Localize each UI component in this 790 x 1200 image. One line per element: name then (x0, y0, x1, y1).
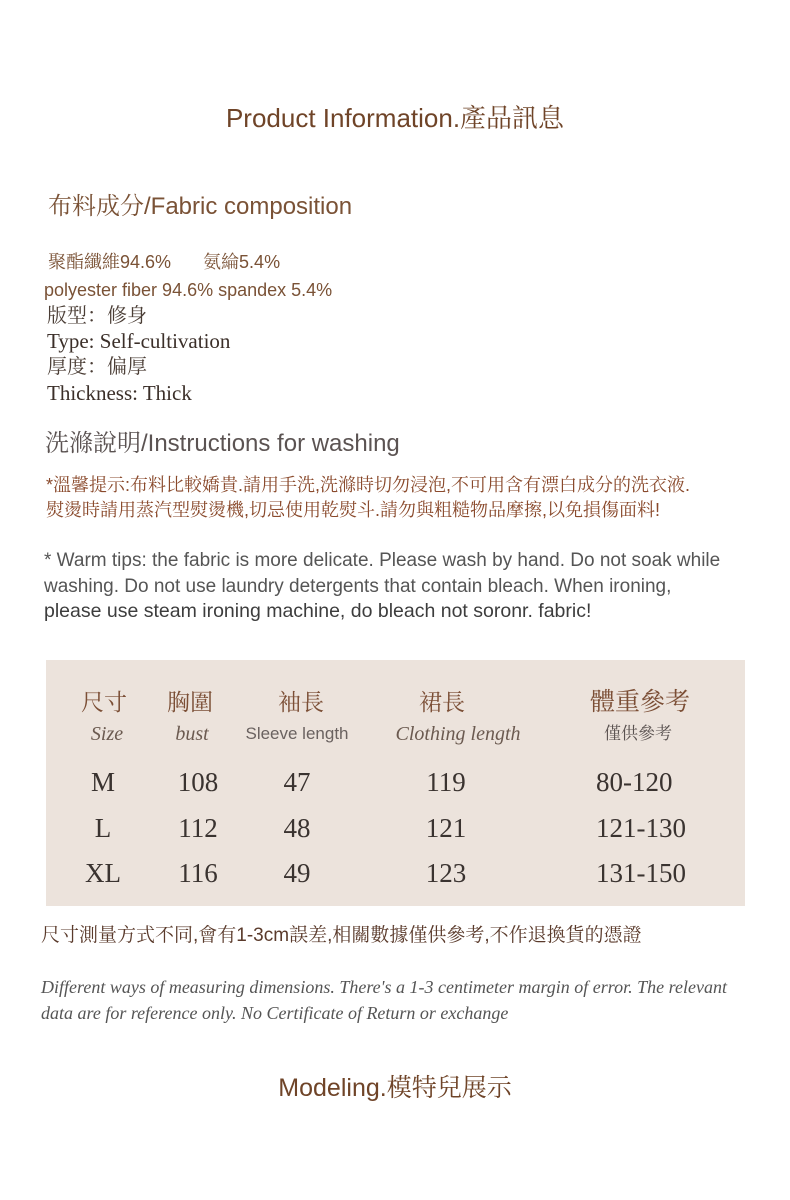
table-cell-sleeve: 48 (283, 813, 311, 843)
warm-tip-line: * Warm tips: the fabric is more delicate. Please wash by hand. Do not soak while (44, 550, 721, 571)
header-cell-bust: 胸圍 (167, 689, 213, 715)
table-cell-weight: 80-120 (596, 767, 673, 797)
thickness-cn: 厚度：偏厚 (47, 356, 147, 378)
composition-en: polyester fiber 94.6% spandex 5.4% (44, 280, 333, 300)
warm-tip-line: 熨燙時請用蒸汽型熨燙機,切忌使用乾熨斗.請勿與粗糙物品摩擦,以免損傷面料! (46, 500, 661, 520)
size-note-en (41, 974, 727, 1026)
header-cell-length-en: Clothing length (395, 723, 521, 745)
table-cell-bust: 108 (177, 767, 219, 797)
header-cell-bust-en: bust (175, 723, 209, 745)
warm-tips-cn (46, 473, 690, 523)
table-cell-bust: 112 (178, 813, 218, 843)
header-cell-length: 裙長 (419, 689, 465, 715)
table-header-row-cn (46, 684, 745, 720)
table-cell-length: 123 (425, 858, 467, 888)
warm-tip-line: *溫馨提示:布料比較嬌貴.請用手洗,洗滌時切勿浸泡,不可用含有漂白成分的洗衣液. (46, 475, 691, 495)
warm-tip-line: please use steam ironing machine, do bleach not soronr. fabric! (44, 600, 592, 622)
table-cell-size: L (94, 813, 112, 843)
table-cell-sleeve: 47 (283, 767, 311, 797)
table-cell-bust: 116 (178, 858, 218, 888)
fit-type-en: Type: Self-cultivation (47, 329, 231, 353)
header-cell-size: 尺寸 (81, 689, 127, 715)
page-title: Product Information.產品訊息 (225, 103, 565, 133)
table-row (46, 764, 745, 800)
size-table (46, 660, 745, 906)
warm-tips-en (44, 548, 720, 625)
fabric-composition-heading: 布料成分/Fabric composition (48, 193, 353, 220)
header-cell-weight: 體重參考 (589, 688, 691, 716)
table-cell-size: M (90, 767, 116, 797)
modeling-heading: Modeling.模特兒展示 (278, 1074, 512, 1102)
table-cell-weight: 131-150 (596, 858, 686, 888)
table-header-row-en (46, 716, 745, 752)
table-row (46, 855, 745, 891)
table-cell-length: 121 (425, 813, 467, 843)
size-note-cn: 尺寸測量方式不同,會有1-3cm誤差,相關數據僅供參考,不作退換貨的憑證 (41, 925, 642, 946)
washing-instructions-heading: 洗滌說明/Instructions for washing (45, 430, 400, 457)
composition-cn (48, 251, 280, 273)
composition-item-spandex: 氨綸5.4% (203, 252, 281, 272)
header-cell-sleeve: 袖長 (278, 689, 324, 715)
thickness-en: Thickness: Thick (47, 381, 192, 405)
composition-item-polyester: 聚酯纖維94.6% (48, 252, 172, 272)
table-cell-weight: 121-130 (596, 813, 686, 843)
size-note-line: Different ways of measuring dimensions. There's a 1-3 centimeter margin of error. The relevant (41, 977, 727, 997)
header-cell-weight-note: 僅供參考 (604, 724, 672, 743)
table-cell-size: XL (85, 858, 121, 888)
table-row (46, 810, 745, 846)
warm-tip-line: washing. Do not use laundry detergents that contain bleach. When ironing, (44, 575, 672, 597)
header-cell-sleeve-en: Sleeve length (245, 724, 349, 743)
header-cell-size-en: Size (90, 723, 124, 745)
table-cell-length: 119 (426, 767, 466, 797)
fit-type-cn: 版型：修身 (47, 305, 147, 327)
table-cell-sleeve: 49 (283, 858, 311, 888)
size-note-line: data are for reference only. No Certificate of Return or exchange (41, 1003, 509, 1023)
